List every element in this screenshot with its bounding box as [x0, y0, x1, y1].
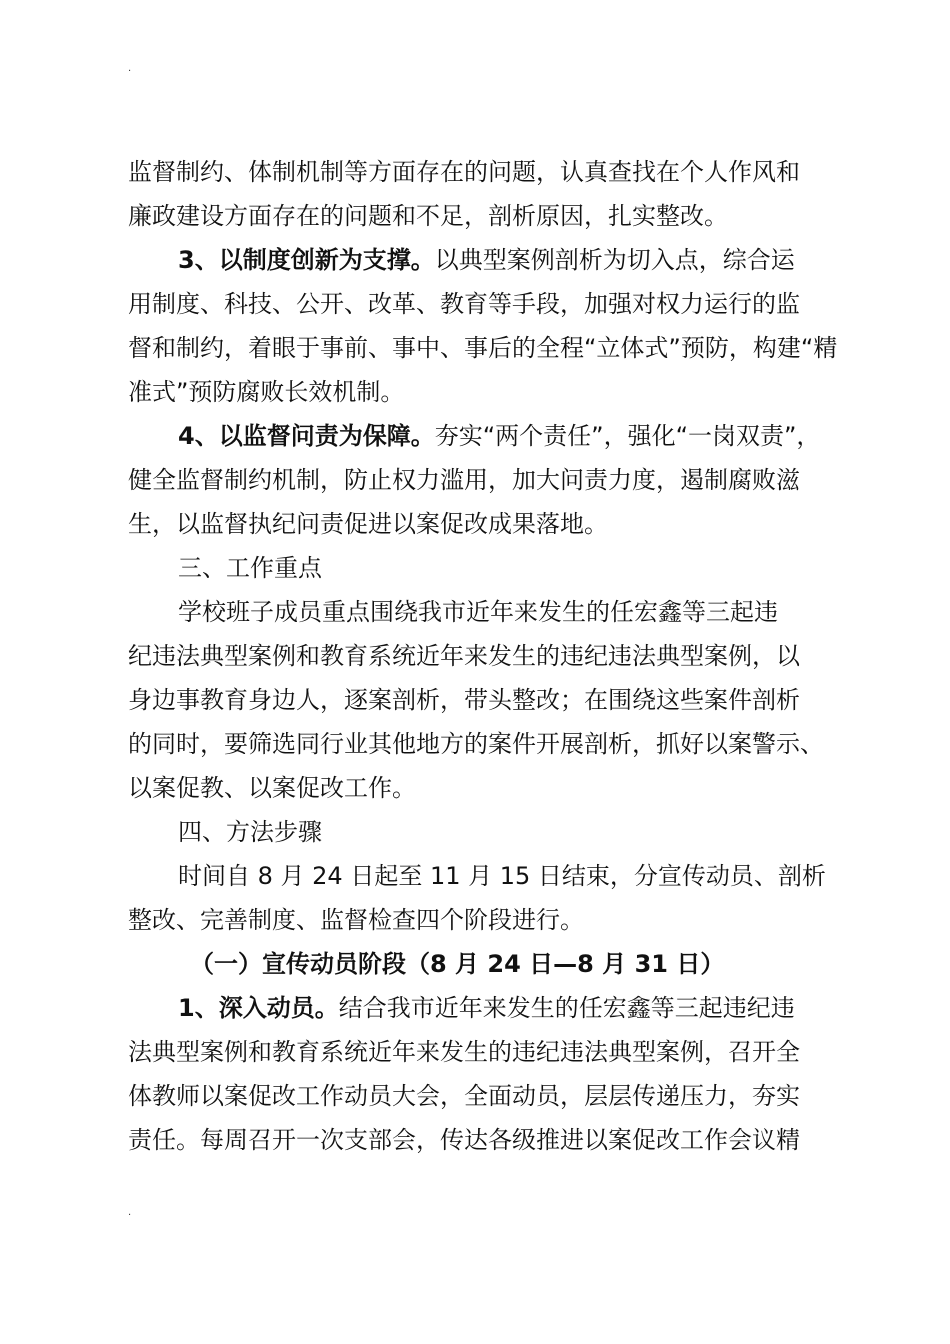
paragraph-line: 纪违法典型案例和教育系统近年来发生的违纪违法典型案例，以: [128, 642, 800, 670]
paragraph-line: 责任。每周召开一次支部会，传达各级推进以案促改工作会议精: [128, 1126, 800, 1154]
bold-lead: 3、以制度创新为支撑。: [178, 246, 435, 274]
paragraph-line: 1、深入动员。结合我市近年来发生的任宏鑫等三起违纪违: [178, 994, 795, 1022]
section-heading: 四、方法步骤: [178, 818, 322, 846]
bold-lead: 1、深入动员。: [178, 994, 339, 1022]
page-mark-top: .: [128, 63, 132, 74]
paragraph-line: 生，以监督执纪问责促进以案促改成果落地。: [128, 510, 608, 538]
paragraph-line: 监督制约、体制机制等方面存在的问题，认真查找在个人作风和: [128, 158, 800, 186]
paragraph-line: 廉政建设方面存在的问题和不足，剖析原因，扎实整改。: [128, 202, 728, 230]
paragraph-line: 法典型案例和教育系统近年来发生的违纪违法典型案例，召开全: [128, 1038, 800, 1066]
paragraph-line: 以案促教、以案促改工作。: [128, 774, 416, 802]
paragraph-line: 健全监督制约机制，防止权力滥用，加大问责力度，遏制腐败滋: [128, 466, 800, 494]
paragraph-line: 3、以制度创新为支撑。以典型案例剖析为切入点，综合运: [178, 246, 795, 274]
paragraph-line: 体教师以案促改工作动员大会，全面动员，层层传递压力，夯实: [128, 1082, 800, 1110]
paragraph-line: 整改、完善制度、监督检查四个阶段进行。: [128, 906, 584, 934]
paragraph-line: 4、以监督问责为保障。夯实“两个责任”，强化“一岗双责”，: [178, 422, 821, 450]
paragraph-line: 学校班子成员重点围绕我市近年来发生的任宏鑫等三起违: [178, 598, 778, 626]
paragraph-line: 督和制约，着眼于事前、事中、事后的全程“立体式”预防，构建“精: [128, 334, 838, 362]
document-body: [128, 150, 843, 1162]
paragraph-line: 的同时，要筛选同行业其他地方的案件开展剖析，抓好以案警示、: [128, 730, 824, 758]
paragraph-line: 时间自 8 月 24 日起至 11 月 15 日结束，分宣传动员、剖析: [178, 862, 826, 890]
paragraph-line: 身边事教育身边人，逐案剖析，带头整改；在围绕这些案件剖析: [128, 686, 800, 714]
section-heading: 三、工作重点: [178, 554, 322, 582]
paragraph-line: 准式”预防腐败长效机制。: [128, 378, 405, 406]
bold-lead: 4、以监督问责为保障。: [178, 422, 435, 450]
subsection-heading: （一）宣传动员阶段（8 月 24 日—8 月 31 日）: [190, 950, 725, 978]
page-mark-bottom: .: [128, 1207, 132, 1218]
paragraph-line: 用制度、科技、公开、改革、教育等手段，加强对权力运行的监: [128, 290, 800, 318]
